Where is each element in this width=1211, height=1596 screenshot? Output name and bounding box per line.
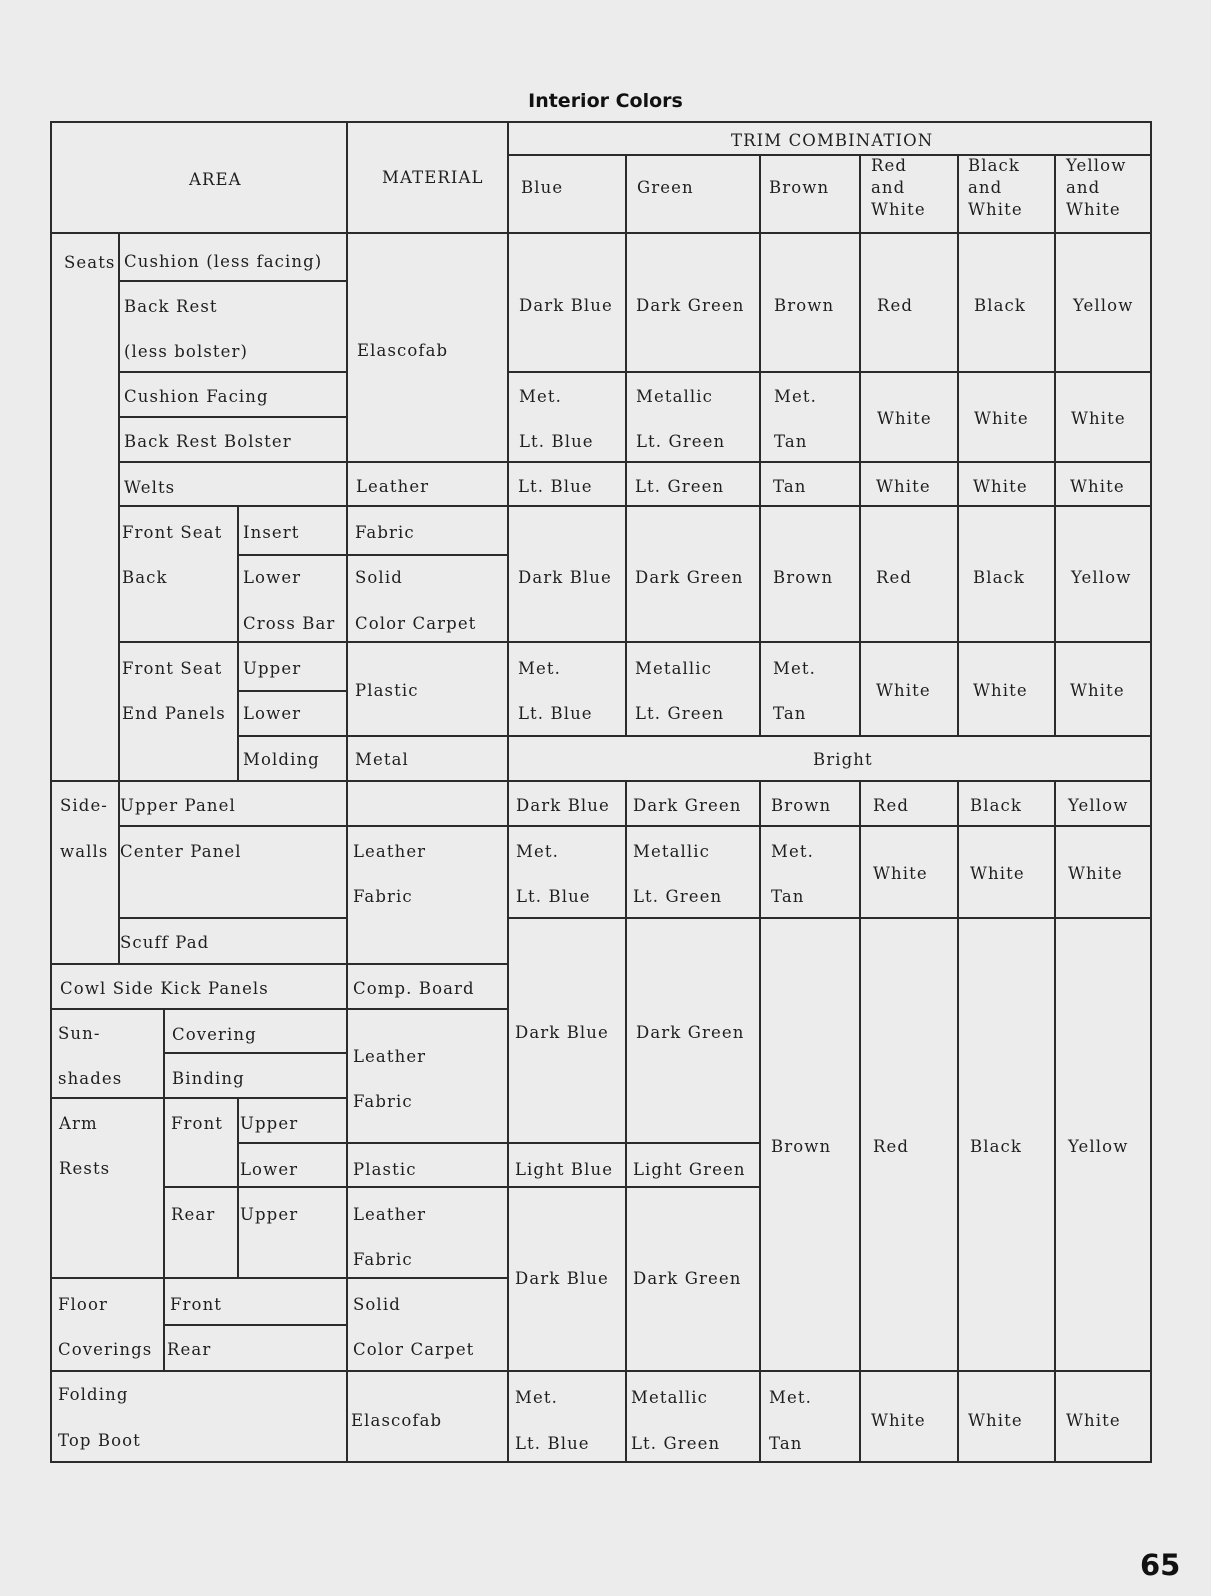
material-label: Color Carpet (353, 1339, 475, 1359)
value-cell: Lt. Green (631, 1433, 721, 1453)
value-cell: Yellow (1073, 295, 1134, 315)
material-label: Leather (356, 476, 430, 496)
combo-header-green: Green (637, 178, 694, 197)
value-cell: Red (877, 295, 914, 315)
rule (163, 1186, 759, 1188)
material-label: Color Carpet (355, 613, 477, 633)
rule (118, 917, 348, 919)
value-cell: Lt. Blue (519, 431, 594, 451)
value-cell: Dark Blue (519, 295, 613, 315)
rule (118, 280, 348, 282)
value-cell: Light Green (633, 1159, 746, 1179)
value-cell: Lt. Blue (516, 886, 591, 906)
table-top-border (50, 121, 1152, 123)
group-label: Sun- (58, 1023, 101, 1043)
combo-header-yellow-white: Yellow and White (1066, 156, 1127, 219)
value-cell: Dark Blue (516, 795, 610, 815)
value-cell: Dark Green (633, 795, 742, 815)
value-cell: Bright (813, 749, 873, 769)
rule (118, 416, 348, 418)
value-cell: White (1071, 408, 1126, 428)
table-left-border (50, 121, 52, 1463)
value-cell: White (877, 408, 932, 428)
value-cell: Met. (769, 1387, 812, 1407)
value-cell: Met. (771, 841, 814, 861)
combo-header-black-white: Black and White (968, 156, 1023, 219)
value-cell: Tan (771, 886, 805, 906)
value-cell: White (973, 680, 1028, 700)
material-label: Elascofab (357, 340, 449, 360)
value-cell: White (1066, 1410, 1121, 1430)
material-label: Metal (355, 749, 409, 769)
combo-header-brown: Brown (769, 178, 830, 197)
rule (237, 505, 239, 780)
area-label: Rear (171, 1204, 216, 1224)
value-cell: Black (974, 295, 1026, 315)
value-cell: Lt. Green (636, 431, 726, 451)
value-cell: Light Blue (515, 1159, 614, 1179)
area-label: Center Panel (120, 841, 242, 861)
area-label: Lower (240, 1159, 299, 1179)
value-cell: Lt. Blue (518, 476, 593, 496)
value-cell: White (1070, 476, 1125, 496)
group-label: Seats (64, 252, 116, 272)
rule (118, 232, 120, 963)
material-label: Plastic (355, 680, 419, 700)
page-title: Interior Colors (528, 90, 683, 112)
area-label: End Panels (122, 703, 226, 723)
value-cell: Metallic (635, 658, 712, 678)
value-cell: Dark Blue (515, 1022, 609, 1042)
value-cell: Tan (769, 1433, 803, 1453)
rule (759, 154, 761, 736)
value-cell: Dark Green (636, 295, 745, 315)
value-cell: Dark Green (633, 1268, 742, 1288)
material-label: Solid (355, 567, 403, 587)
area-label: Upper Panel (120, 795, 236, 815)
value-cell: Red (873, 1136, 910, 1156)
value-cell: Lt. Blue (515, 1433, 590, 1453)
value-cell: Black (973, 567, 1025, 587)
area-label: Front (170, 1294, 223, 1314)
table-right-border (1150, 121, 1152, 1463)
value-cell: Yellow (1071, 567, 1132, 587)
rule (237, 554, 507, 556)
rule (957, 780, 959, 1462)
value-cell: White (968, 1410, 1023, 1430)
rule (118, 505, 1152, 507)
value-cell: Brown (774, 295, 835, 315)
material-label: Solid (353, 1294, 401, 1314)
area-label: Insert (243, 522, 300, 542)
area-label: Back Rest (124, 296, 218, 316)
value-cell: Met. (519, 386, 562, 406)
area-label: Back (122, 567, 168, 587)
combo-header-red-white: Red and White (871, 156, 926, 219)
area-label: Front (171, 1113, 224, 1133)
rule (859, 780, 861, 1462)
rule (507, 121, 509, 1463)
rule (50, 1008, 507, 1010)
value-cell: Metallic (631, 1387, 708, 1407)
rule (759, 780, 761, 1462)
material-label: Leather (353, 1046, 427, 1066)
trim-combination-header: TRIM COMBINATION (731, 130, 934, 150)
rule (118, 641, 1152, 643)
rule (625, 154, 627, 736)
value-cell: Lt. Green (635, 476, 725, 496)
rule (118, 461, 1152, 463)
rule (507, 371, 1152, 373)
value-cell: Black (970, 795, 1022, 815)
rule (163, 1008, 165, 1370)
area-label: Cross Bar (243, 613, 336, 633)
rule (1054, 780, 1056, 1462)
value-cell: White (871, 1410, 926, 1430)
group-label: Side- (60, 795, 108, 815)
material-label: Plastic (353, 1159, 417, 1179)
material-header: MATERIAL (382, 167, 484, 187)
rule (50, 963, 507, 965)
value-cell: Metallic (633, 841, 710, 861)
value-cell: Met. (518, 658, 561, 678)
rule (507, 917, 1152, 919)
value-cell: Dark Blue (518, 567, 612, 587)
value-cell: Tan (774, 431, 808, 451)
value-cell: Tan (773, 476, 807, 496)
combo-header-blue: Blue (521, 178, 564, 197)
page-number: 65 (1140, 1548, 1181, 1582)
material-label: Leather (353, 841, 427, 861)
value-cell: Lt. Green (633, 886, 723, 906)
rule (237, 690, 348, 692)
rule (625, 780, 627, 1462)
area-label: Folding (58, 1384, 129, 1404)
area-label: Lower (243, 567, 302, 587)
rule (118, 825, 1152, 827)
value-cell: Lt. Green (635, 703, 725, 723)
value-cell: Yellow (1068, 1136, 1129, 1156)
value-cell: Met. (516, 841, 559, 861)
rule (163, 1052, 348, 1054)
area-label: Rear (167, 1339, 212, 1359)
area-label: Cushion Facing (124, 386, 269, 406)
value-cell: White (876, 680, 931, 700)
area-label: Cowl Side Kick Panels (60, 978, 269, 998)
value-cell: Brown (771, 1136, 832, 1156)
group-label: walls (60, 841, 109, 861)
value-cell: Met. (515, 1387, 558, 1407)
table-bottom-border (50, 1461, 1152, 1463)
value-cell: White (1070, 680, 1125, 700)
area-label: Scuff Pad (120, 932, 210, 952)
value-cell: Lt. Blue (518, 703, 593, 723)
value-cell: Brown (773, 567, 834, 587)
material-label: Fabric (353, 1091, 413, 1111)
value-cell: Red (876, 567, 913, 587)
area-header: AREA (189, 169, 242, 189)
value-cell: Black (970, 1136, 1022, 1156)
area-label: Covering (172, 1024, 257, 1044)
area-label: (less bolster) (124, 341, 249, 361)
value-cell: Yellow (1068, 795, 1129, 815)
area-label: Front Seat (122, 522, 223, 542)
value-cell: Metallic (636, 386, 713, 406)
group-label: Arm (59, 1113, 98, 1133)
value-cell: Brown (771, 795, 832, 815)
area-label: Cushion (less facing) (124, 251, 323, 271)
material-label: Elascofab (351, 1410, 443, 1430)
value-cell: White (1068, 863, 1123, 883)
group-label: Floor (58, 1294, 108, 1314)
rule (50, 1370, 1152, 1372)
value-cell: Dark Green (635, 567, 744, 587)
rule (50, 1277, 507, 1279)
rule (957, 154, 959, 736)
value-cell: White (873, 863, 928, 883)
material-label: Fabric (353, 1249, 413, 1269)
rule (50, 780, 1152, 782)
area-label: Back Rest Bolster (124, 431, 292, 451)
value-cell: Dark Green (636, 1022, 745, 1042)
material-label: Leather (353, 1204, 427, 1224)
rule (859, 154, 861, 736)
rule (507, 154, 1152, 156)
rule (237, 735, 1152, 737)
value-cell: Met. (773, 658, 816, 678)
rule (118, 371, 348, 373)
rule (237, 1097, 239, 1277)
area-label: Upper (240, 1113, 299, 1133)
header-bottom-rule (50, 232, 1152, 234)
area-label: Upper (243, 658, 302, 678)
rule (50, 1097, 348, 1099)
material-label: Fabric (353, 886, 413, 906)
value-cell: Red (873, 795, 910, 815)
area-label: Lower (243, 703, 302, 723)
rule (346, 121, 348, 1463)
material-label: Fabric (355, 522, 415, 542)
area-label: Welts (124, 477, 176, 497)
area-label: Front Seat (122, 658, 223, 678)
area-label: Molding (243, 749, 320, 769)
material-label: Comp. Board (353, 978, 475, 998)
value-cell: White (974, 408, 1029, 428)
value-cell: White (970, 863, 1025, 883)
value-cell: Tan (773, 703, 807, 723)
group-label: Rests (59, 1158, 111, 1178)
rule (1054, 154, 1056, 736)
area-label: Top Boot (58, 1430, 141, 1450)
rule (237, 1142, 759, 1144)
value-cell: Met. (774, 386, 817, 406)
area-label: Binding (172, 1068, 245, 1088)
group-label: shades (58, 1068, 123, 1088)
value-cell: White (876, 476, 931, 496)
value-cell: White (973, 476, 1028, 496)
rule (163, 1324, 348, 1326)
group-label: Coverings (58, 1339, 153, 1359)
area-label: Upper (240, 1204, 299, 1224)
value-cell: Dark Blue (515, 1268, 609, 1288)
